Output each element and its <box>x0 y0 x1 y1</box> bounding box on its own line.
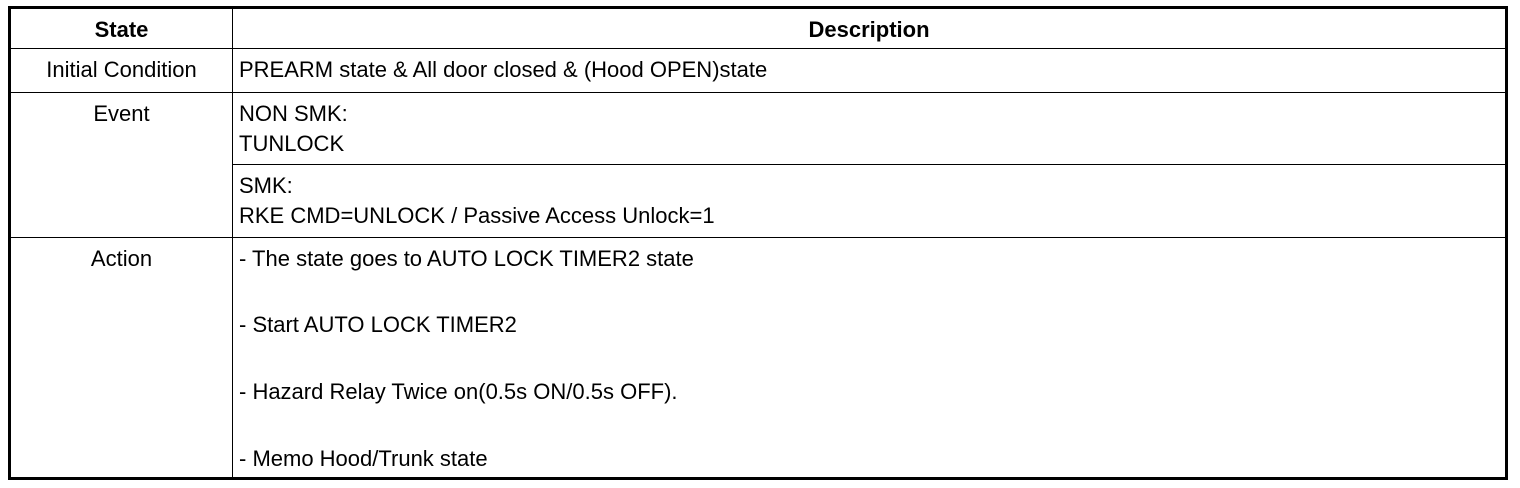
description-cell <box>233 49 1505 92</box>
event-smk-heading: SMK: <box>239 173 293 198</box>
event-non-smk-cell <box>233 93 1505 165</box>
event-smk-value: RKE CMD=UNLOCK / Passive Access Unlock=1 <box>239 203 715 228</box>
table-row-action <box>11 238 1505 477</box>
event-smk-cell <box>233 165 1505 238</box>
action-line: - Memo Hood/Trunk state <box>239 446 488 471</box>
header-state-label: State <box>94 17 149 42</box>
header-description-label: Description <box>808 17 930 42</box>
event-non-smk-value: TUNLOCK <box>239 131 345 156</box>
action-line: - Start AUTO LOCK TIMER2 <box>239 312 517 337</box>
action-line: - Hazard Relay Twice on(0.5s ON/0.5s OFF). <box>239 379 678 404</box>
description-text: PREARM state & All door closed & (Hood OPEN)state <box>239 57 768 82</box>
description-cell <box>233 238 1505 477</box>
state-label: Event <box>93 101 150 126</box>
state-label: Initial Condition <box>46 57 197 82</box>
state-description-table <box>8 6 1508 480</box>
table-row-initial-condition <box>11 49 1505 93</box>
state-cell <box>11 238 233 477</box>
table-row-event <box>11 93 1505 238</box>
header-description-cell <box>233 9 1505 48</box>
event-non-smk-heading: NON SMK: <box>239 101 348 126</box>
action-line: - The state goes to AUTO LOCK TIMER2 state <box>239 246 694 271</box>
header-state-cell <box>11 9 233 48</box>
state-cell <box>11 93 233 237</box>
state-label: Action <box>90 246 153 271</box>
table-header-row <box>11 9 1505 49</box>
description-cell <box>233 93 1505 237</box>
state-cell <box>11 49 233 92</box>
